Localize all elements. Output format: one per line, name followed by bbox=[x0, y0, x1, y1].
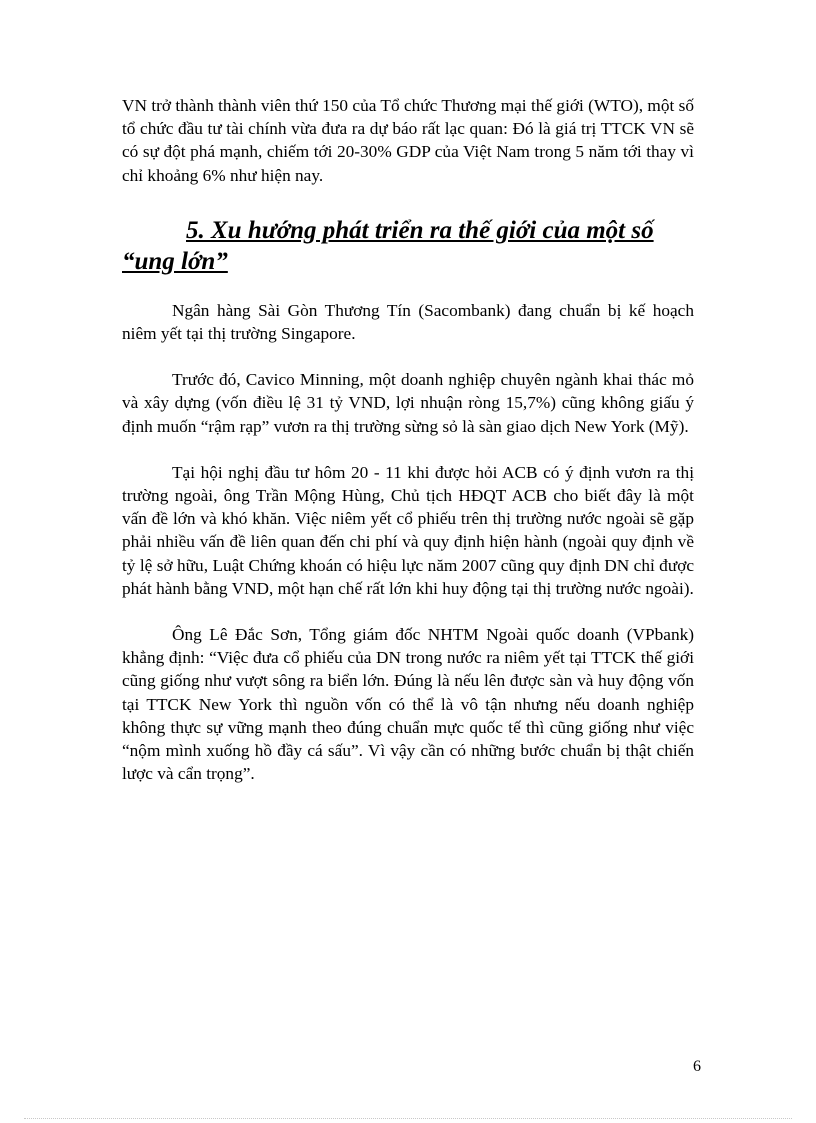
section-heading: 5. Xu hướng phát triển ra thế giới của một số “ung lớn” bbox=[122, 216, 654, 275]
body-paragraph-cavico: Trước đó, Cavico Minning, một doanh nghiệp chuyên ngành khai thác mỏ và xây dựng (vốn điều lệ 31 tỷ VND, lợi nhuận ròng 15,7%) cũng không giấu ý định muốn “rậm rạp” vươn ra thị trường sừng sỏ là sàn giao dịch New York (Mỹ). bbox=[122, 370, 694, 436]
body-paragraph-sacombank: Ngân hàng Sài Gòn Thương Tín (Sacombank) đang chuẩn bị kế hoạch niêm yết tại thị trường Singapore. bbox=[122, 300, 694, 344]
body-paragraph-acb: Tại hội nghị đầu tư hôm 20 - 11 khi được hỏi ACB có ý định vươn ra thị trường ngoài, ông Trần Mộng Hùng, Chủ tịch HĐQT ACB cho biết đây là một vấn đề lớn và khó khăn. Việc niêm yết cổ phiếu trên thị trường nước ngoài sẽ gặp phải nhiều vấn đề liên quan đến chi phí và quy định hiện hành (ngoài quy định về tỷ lệ sở hữu, Luật Chứng khoán có hiệu lực năm 2007 cũng quy định DN chỉ được phát hành bằng VND, một hạn chế rất lớn khi huy động tại thị trường nước ngoài). bbox=[122, 462, 694, 598]
body-paragraph-vpbank: Ông Lê Đắc Sơn, Tổng giám đốc NHTM Ngoài quốc doanh (VPbank) khẳng định: “Việc đưa cổ phiếu của DN trong nước ra niêm yết tại TTCK thế giới cũng giống như vượt sông ra biển lớn. Đúng là nếu lên được sàn và huy động vốn tại TTCK New York thì nguồn vốn có thể là vô tận nhưng nếu doanh nghiệp không thực sự vững mạnh theo đúng chuẩn mực quốc tế thì cũng giống như việc “nộm mình xuống hồ đầy cá sấu”. Vì vậy cần có những bước chuẩn bị thật chiến lược và cẩn trọng”. bbox=[122, 625, 694, 784]
intro-paragraph: VN trở thành thành viên thứ 150 của Tổ chức Thương mại thế giới (WTO), một số tổ chức đầu tư tài chính vừa đưa ra dự báo rất lạc quan: Đó là giá trị TTCK VN sẽ có sự đột phá mạnh, chiếm tới 20-30% GDP của Việt Nam trong 5 năm tới thay vì chỉ khoảng 6% như hiện nay. bbox=[122, 96, 694, 185]
page-bottom-divider bbox=[24, 1118, 792, 1119]
page-number: 6 bbox=[693, 1058, 701, 1075]
page-body bbox=[122, 94, 694, 785]
